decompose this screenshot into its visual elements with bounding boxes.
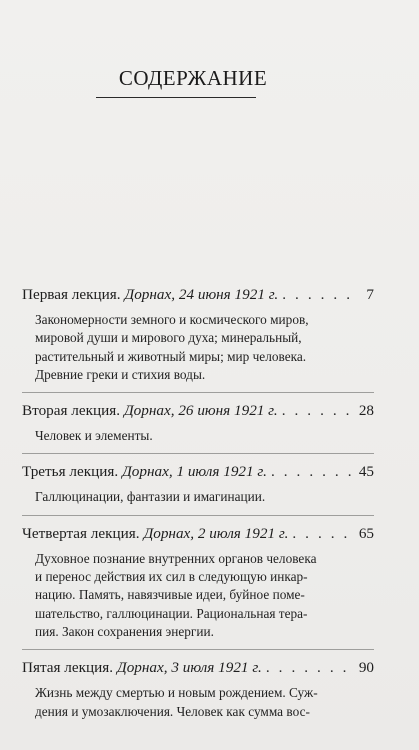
- toc-entry-1: [22, 285, 374, 384]
- lecture-place-date: Дорнах, 26 июня 1921 г.: [124, 402, 278, 420]
- page-number: 28: [358, 402, 374, 420]
- summary-line: растительный и животный миры; мир человека.: [35, 348, 307, 364]
- title-rule: [96, 97, 256, 98]
- lecture-summary: [35, 427, 373, 445]
- lecture-place-date: Дорнах, 2 июля 1921 г.: [143, 524, 289, 542]
- summary-line: и перенос действия их сил в следующую инкар-: [35, 569, 308, 585]
- entry-divider: [22, 453, 374, 454]
- lecture-title: Вторая лекция.: [22, 402, 121, 420]
- toc-entry-4: [22, 524, 374, 641]
- lecture-place-date: Дорнах, 1 июля 1921 г.: [122, 463, 267, 481]
- lecture-title: Пятая лекция.: [22, 659, 114, 677]
- summary-line: нацию. Память, навязчивые идеи, буйное поме-: [35, 587, 305, 603]
- summary-line: дения и умозаключения. Человек как сумма вос-: [35, 703, 310, 719]
- toc-entry-heading: [22, 462, 374, 482]
- page-title: СОДЕРЖАНИЕ: [118, 66, 268, 90]
- summary-line: Галлюцинации, фантазии и имагинации.: [35, 489, 266, 505]
- lecture-summary: [35, 550, 373, 641]
- toc-entry-5: [22, 658, 374, 721]
- lecture-title: Первая лекция.: [22, 286, 121, 303]
- lecture-place-date: Дорнах, 3 июля 1921 г.: [117, 659, 262, 677]
- lecture-title: Четвертая лекция.: [22, 524, 140, 542]
- entry-divider: [22, 515, 374, 516]
- leader-dots: [266, 658, 354, 678]
- summary-line: Жизнь между смертью и новым рождением. Суж-: [35, 685, 318, 701]
- toc-entry-heading: [22, 401, 374, 421]
- toc-entry-2: [22, 401, 374, 445]
- summary-line: Древние греки и стихия воды.: [35, 366, 206, 382]
- summary-line: Закономерности земного и космического миров,: [35, 312, 309, 327]
- lecture-summary: [35, 488, 373, 506]
- page-number: 65: [358, 524, 374, 542]
- leader-dots: [282, 285, 354, 305]
- leader-dots: [271, 462, 354, 482]
- summary-line: Духовное познание внутренних органов человека: [35, 550, 317, 566]
- lecture-summary: [35, 311, 373, 384]
- page-number: 45: [358, 463, 374, 481]
- toc-entry-heading: [22, 285, 374, 305]
- leader-dots: [282, 401, 354, 421]
- page-number: 90: [358, 659, 374, 677]
- summary-line: шательство, галлюцинации. Рациональная тера-: [35, 605, 308, 621]
- summary-line: пия. Закон сохранения энергии.: [35, 623, 214, 639]
- toc-entry-heading: [22, 524, 374, 544]
- table-of-contents: [22, 285, 374, 721]
- lecture-summary: [35, 684, 373, 721]
- page-number: 7: [366, 286, 374, 303]
- summary-line: мировой души и мирового духа; минеральный,: [35, 330, 302, 346]
- entry-divider: [22, 649, 374, 650]
- lecture-title: Третья лекция.: [22, 463, 119, 481]
- lecture-place-date: Дорнах, 24 июня 1921 г.: [124, 286, 279, 303]
- toc-entry-3: [22, 462, 374, 506]
- leader-dots: [292, 524, 354, 544]
- toc-entry-heading: [22, 658, 374, 678]
- summary-line: Человек и элементы.: [35, 428, 153, 444]
- entry-divider: [22, 392, 374, 393]
